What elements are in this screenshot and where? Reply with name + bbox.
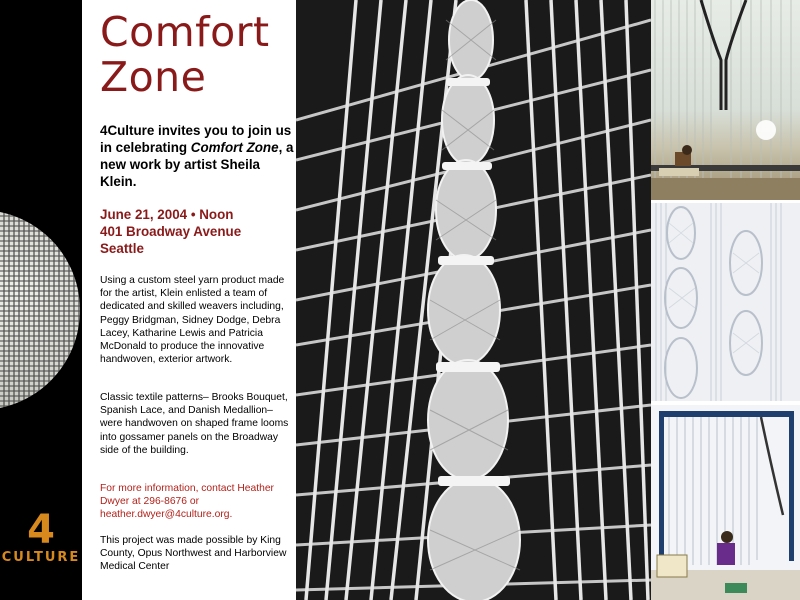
title-line-1: Comfort: [100, 8, 270, 56]
logo-wordmark: CULTURE: [1, 550, 81, 565]
4culture-logo: [0, 507, 82, 565]
left-black-strip: [0, 0, 82, 600]
installation-photo-top: [651, 0, 800, 200]
title-line-2: Zone: [100, 53, 207, 101]
woven-panel-closeup-photo: [296, 0, 651, 600]
logo-numeral: 4: [27, 507, 55, 553]
loom-weaver-photo-bottom: [651, 405, 800, 600]
invite-emphasis: Comfort Zone: [190, 140, 279, 155]
contact-paragraph: For more information, contact Heather Dwyer at 296-8676 or heather.dwyer@4culture.org.: [100, 483, 274, 521]
invitation-text: [100, 122, 300, 190]
patterns-paragraph: Classic textile patterns– Brooks Bouquet, Spanish Lace, and Danish Medallion–were handwoven on shaped frame looms into gossamer panels on the Broadway side of the building.: [100, 392, 289, 456]
event-city: Seattle: [100, 241, 144, 256]
woven-pattern-photo-middle: [651, 203, 800, 401]
woven-texture-circle-image: [0, 210, 80, 410]
weavers-paragraph: Using a custom steel yarn product made for the artist, Klein enlisted a team of dedicated and skilled weavers including, Peggy Bridgman, Sidney Dodge, Debra Lacey, Katharine Lewis and Patricia McDonald to produce the innovative handwoven, exterior artwork.: [100, 275, 285, 366]
sponsors-paragraph: This project was made possible by King County, Opus Northwest and Harborview Medical Center: [100, 535, 287, 573]
right-photo-column: [651, 0, 800, 600]
event-details: [100, 206, 300, 257]
event-date-time: June 21, 2004 • Noon: [100, 207, 234, 222]
page-title: [100, 10, 300, 100]
invite-part-2: , a new work by artist Sheila Klein.: [100, 140, 294, 189]
invite-part-1: 4Culture invites you to join us in celebrating: [100, 123, 292, 155]
event-address: 401 Broadway Avenue: [100, 224, 242, 239]
text-column: [82, 0, 296, 600]
